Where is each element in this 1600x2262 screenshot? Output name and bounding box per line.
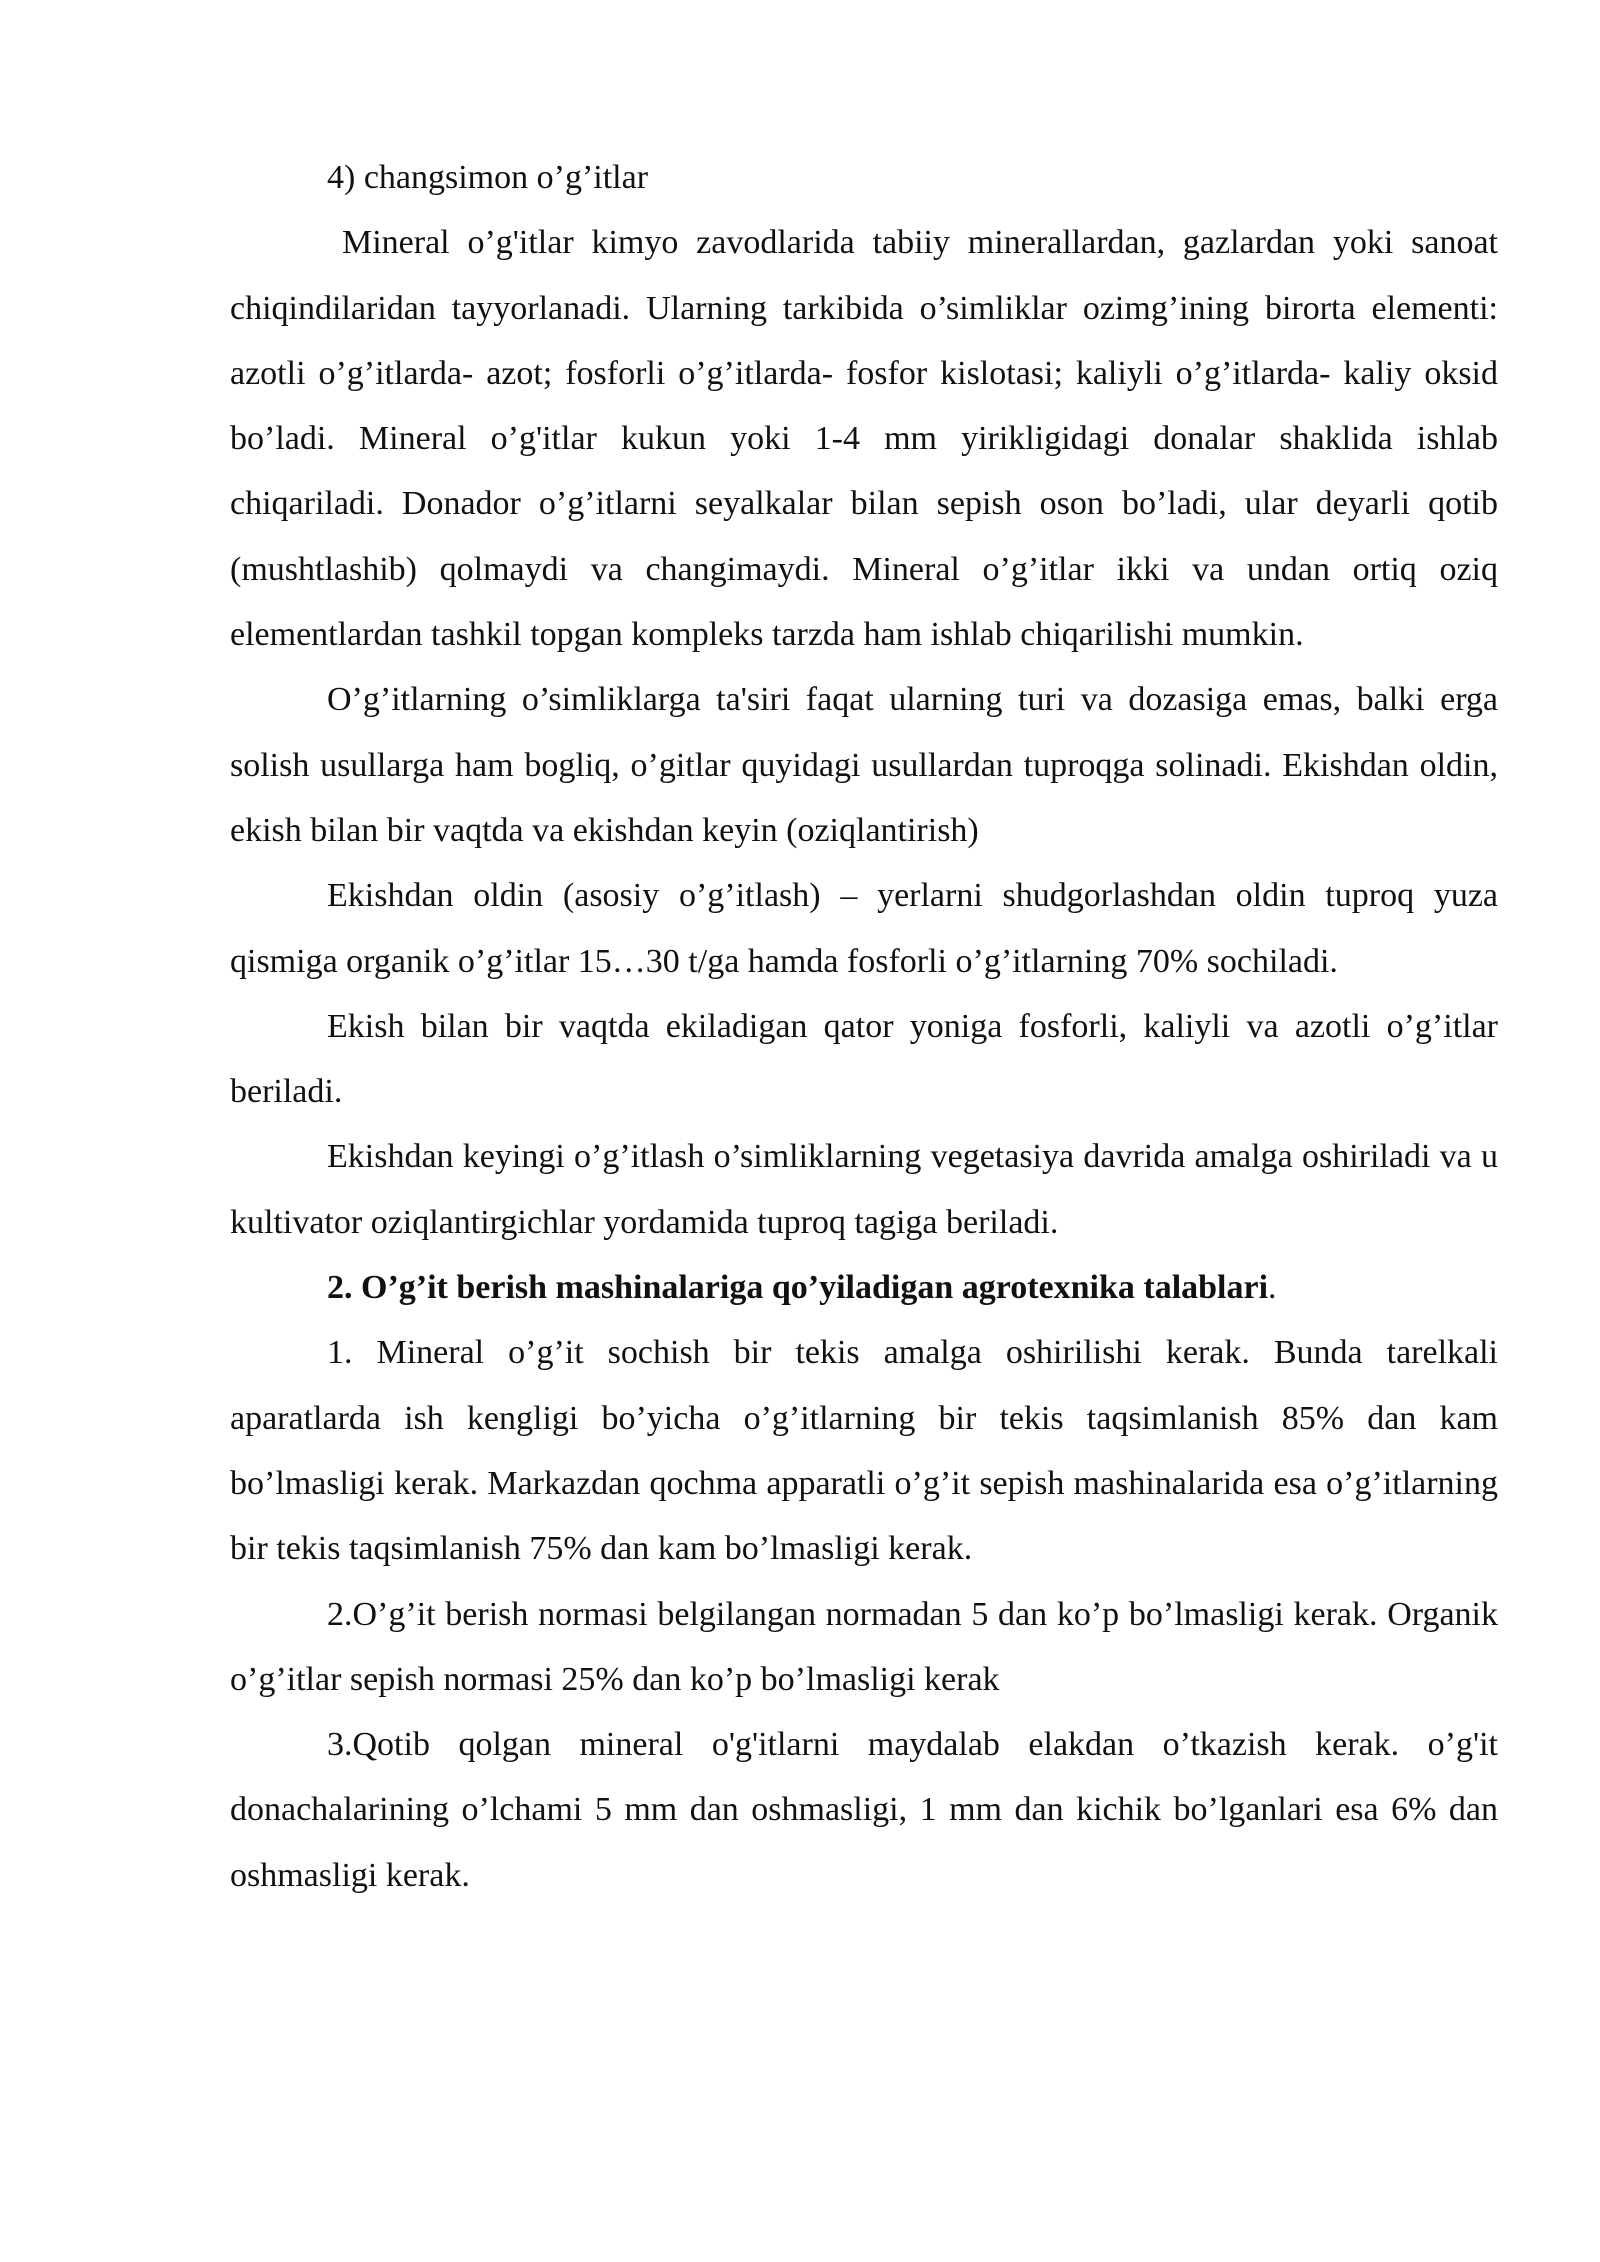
requirement-item-1: 1. Mineral o’g’it sochish bir tekis amalga oshirilishi kerak. Bunda tarelkali aparatlarda ish kengligi bo’yicha o’g’itlarning bir tekis taqsimlanish 85% dan kam bo’lmasligi kerak. Markazdan qochma apparatli o’g’it sepish mashinalarida esa o’g’itlarning bir tekis taqsimlanish 75% dan kam bo’lmasligi kerak. (230, 1334, 1498, 1568)
paragraph-mineral-fertilizers: Mineral o’g'itlar kimyo zavodlarida tabiiy minerallardan, gazlardan yoki sanoat chiqindilaridan tayyorlanadi. Ularning tarkibida o’simliklar ozimg’ining birorta elementi: azotli o’g’itlarda- azot; fosforli o’g’itlarda- fosfor kislotasi; kaliyli o’g’itlarda- kaliy oksid bo’ladi. Mineral o’g'itlar kukun yoki 1-4 mm yirikligidagi donalar shaklida ishlab chiqariladi. Donador o’g’itlarni seyalkalar bilan sepish oson bo’ladi, ular deyarli qotib (mushtlashib) qolmaydi va changimaydi. Mineral o’g’itlar ikki va undan ortiq oziq elementlardan tashkil topgan kompleks tarzda ham ishlab chiqarilishi mumkin. (230, 224, 1498, 654)
requirement-item-2: 2.O’g’it berish normasi belgilangan normadan 5 dan ko’p bo’lmasligi kerak. Organik o’g’itlar sepish normasi 25% dan ko’p bo’lmasligi kerak (230, 1595, 1498, 1698)
paragraph-list-item-4: 4) changsimon o’g’itlar (327, 159, 649, 196)
paragraph-after-sowing: Ekishdan keyingi o’g’itlash o’simliklarning vegetasiya davrida amalga oshiriladi va u kultivator oziqlantirgichlar yordamida tuproq tagiga beriladi. (230, 1138, 1498, 1241)
document-page (230, 145, 1498, 1908)
section-heading-text: 2. O’g’it berish mashinalariga qo’yiladigan agrotexnika talablari (327, 1269, 1269, 1307)
section-heading (230, 1255, 1498, 1320)
paragraph-application-methods: O’g’itlarning o’simliklarga ta'siri faqat ularning turi va dozasiga emas, balki erga solish usullarga ham bogliq, o’gitlar quyidagi usullardan tuproqga solinadi. Ekishdan oldin, ekish bilan bir vaqtda va ekishdan keyin (oziqlantirish) (230, 681, 1498, 849)
paragraph-before-sowing: Ekishdan oldin (asosiy o’g’itlash) – yerlarni shudgorlashdan oldin tuproq yuza qismiga organik o’g’itlar 15…30 t/ga hamda fosforli o’g’itlarning 70% sochiladi. (230, 877, 1498, 980)
section-heading-period: . (1268, 1269, 1277, 1307)
paragraph-during-sowing: Ekish bilan bir vaqtda ekiladigan qator yoniga fosforli, kaliyli va azotli o’g’itlar beriladi. (230, 1007, 1498, 1111)
requirement-item-3: 3.Qotib qolgan mineral o'g'itlarni maydalab elakdan o’tkazish kerak. o’g'it donachalarining o’lchami 5 mm dan oshmasligi, 1 mm dan kichik bo’lganlari esa 6% dan oshmasligi kerak. (230, 1726, 1498, 1894)
